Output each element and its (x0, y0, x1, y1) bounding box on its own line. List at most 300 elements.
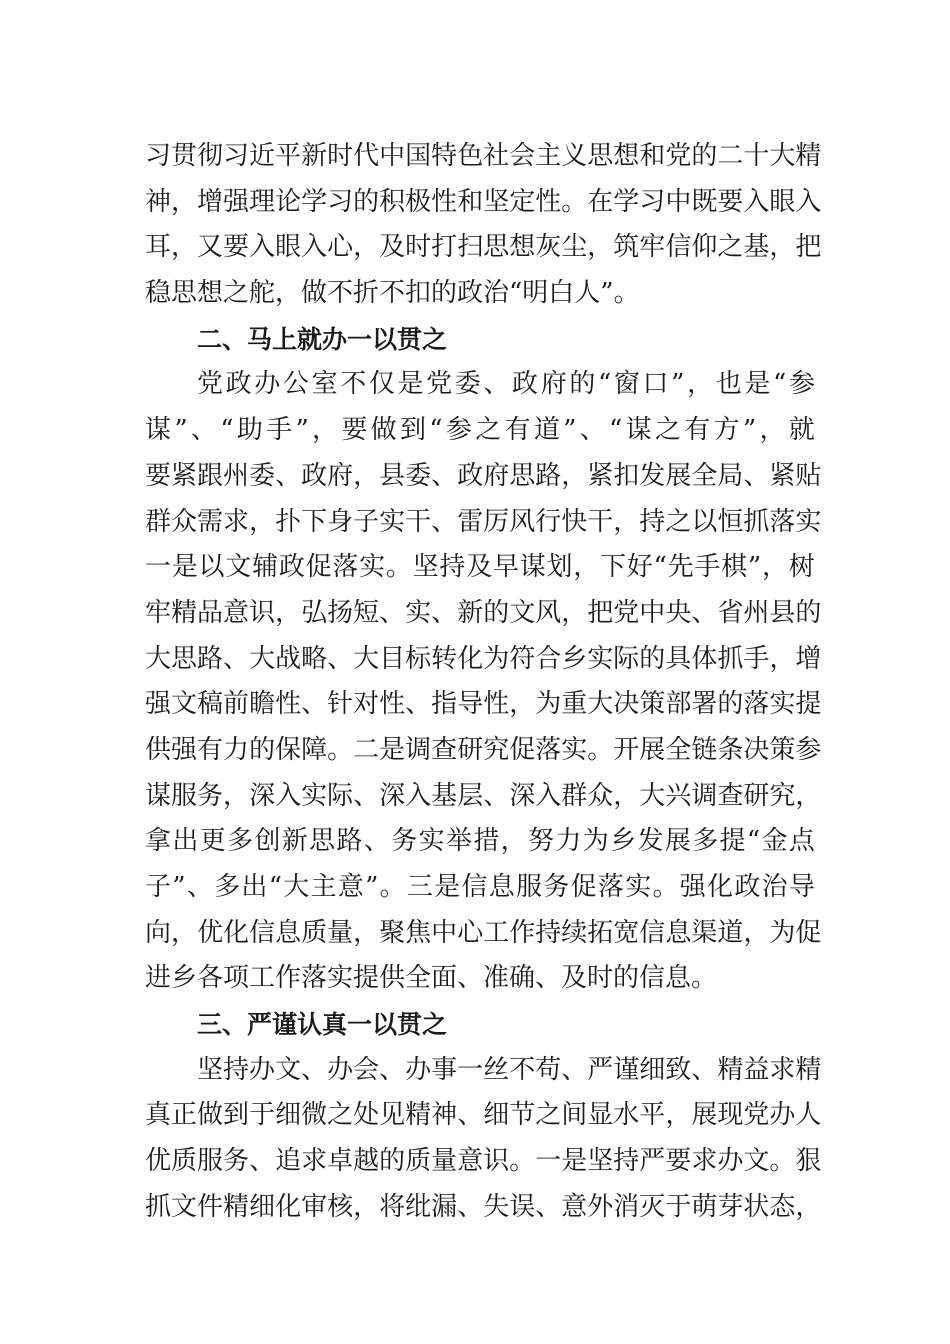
text-char: 、 (379, 1054, 406, 1085)
text-char: ” (742, 415, 757, 446)
text-char: “ (653, 552, 667, 583)
text-char: 究 (769, 780, 796, 811)
text-char: 是 (561, 1146, 588, 1177)
text-char: 拿 (145, 826, 172, 857)
text-char: 实 (379, 506, 406, 537)
text-char: 方 (713, 415, 740, 446)
text-char: 略 (301, 643, 328, 674)
text-char: 贯 (171, 141, 198, 171)
text-char: 意 (561, 1191, 588, 1222)
text-char: 先 (667, 552, 694, 583)
text-char: 代 (353, 141, 380, 171)
text-char: 眼 (275, 232, 302, 263)
text-char: 谋 (625, 415, 652, 446)
text-char: 风 (509, 506, 536, 537)
text-char: 平 (639, 1100, 666, 1131)
text-char: 习 (145, 141, 172, 171)
text-char: 、 (363, 826, 390, 857)
text-char: ， (561, 597, 588, 628)
text-char: 文 (225, 552, 252, 583)
text-char: 化 (275, 1191, 302, 1222)
text-char: 干 (587, 506, 614, 537)
text-char: 严 (639, 1146, 666, 1177)
text-char: 大 (353, 643, 380, 674)
text-char: 辅 (252, 552, 279, 583)
text-char: 大 (639, 780, 666, 811)
text-char: 精 (223, 1191, 250, 1222)
text-char: ， (769, 232, 796, 263)
text-char: ， (687, 369, 714, 400)
text-char: 之 (535, 1100, 562, 1131)
text-char: 精 (405, 1100, 432, 1131)
text-char: 性 (379, 689, 406, 720)
text-char: 党 (665, 141, 692, 171)
text-char: 决 (743, 734, 770, 765)
text-char: 正 (171, 1100, 198, 1131)
text-char: 前 (223, 689, 250, 720)
text-char: 增 (795, 643, 822, 674)
text-char: 把 (587, 597, 614, 628)
text-char: 一 (145, 552, 172, 583)
text-char: ， (171, 917, 198, 948)
text-char: 义 (561, 141, 588, 171)
text-char: 目 (379, 643, 406, 674)
text-char: 意 (337, 872, 364, 902)
text-char: 意 (457, 1146, 484, 1177)
text-char: 瞻 (249, 689, 276, 720)
text-char: 贴 (795, 460, 822, 491)
text-char: 中 (379, 141, 406, 171)
text-char: 神 (145, 186, 172, 217)
text-line (145, 225, 822, 271)
text-char: 务 (197, 780, 224, 811)
text-line (145, 728, 822, 774)
text-char: ， (795, 1191, 822, 1222)
text-char: 实 (359, 552, 386, 583)
text-char: 点 (788, 826, 815, 857)
text-char: 谋 (145, 415, 172, 446)
text-char: 促 (570, 872, 597, 902)
text-char: 细 (483, 1100, 510, 1131)
text-char: 政 (457, 460, 484, 491)
text-char: 质 (405, 1146, 432, 1177)
text-char: 心 (457, 917, 484, 948)
text-char: 到 (223, 1100, 250, 1131)
text-char: 持 (223, 1054, 250, 1085)
text-char: 强 (171, 734, 198, 765)
text-char: 不 (340, 369, 367, 400)
text-char: 厉 (483, 506, 510, 537)
text-char: 入 (301, 232, 328, 263)
text-char: 息 (488, 872, 515, 902)
text-char: 平 (275, 141, 302, 171)
text-char: 作 (509, 917, 536, 948)
text-char: 、 (353, 780, 380, 811)
text-char: 想 (613, 141, 640, 171)
text-char: 划 (546, 552, 573, 583)
text-char: 精 (795, 1054, 822, 1085)
text-line (145, 454, 822, 500)
text-char: 全 (691, 460, 718, 491)
text-char: 理 (249, 186, 276, 217)
text-char: 。 (561, 186, 588, 217)
text-char: 为 (535, 689, 562, 720)
text-char: 府 (327, 460, 354, 491)
text-char: ， (561, 460, 588, 491)
text-char: 室 (311, 369, 338, 400)
text-char: 息 (665, 917, 692, 948)
text-char: 的 (691, 141, 718, 171)
text-char: 委 (405, 460, 432, 491)
text-char: 办 (769, 1100, 796, 1131)
text-char: ， (275, 597, 302, 628)
text-char: 供 (145, 734, 172, 765)
text-char: 落 (597, 872, 624, 902)
text-char: 州 (223, 460, 250, 491)
text-char: 眼 (769, 186, 796, 217)
text-char: 创 (254, 826, 281, 857)
text-char: 灭 (639, 1191, 666, 1222)
text-char: 论 (275, 186, 302, 217)
text-char: 以 (691, 506, 718, 537)
text-char: 体 (691, 643, 718, 674)
text-char: 持 (535, 917, 562, 948)
text-char: 、 (483, 780, 510, 811)
text-char: ， (171, 232, 198, 263)
text-char: 渠 (691, 917, 718, 948)
text-char: 越 (353, 1146, 380, 1177)
text-line (145, 819, 815, 865)
text-char: 府 (483, 460, 510, 491)
text-char: 实 (587, 643, 614, 674)
text-char: 扑 (275, 506, 302, 537)
text-char: ” (747, 552, 762, 583)
text-char: 落 (769, 506, 796, 537)
text-char: ， (743, 917, 770, 948)
text-char: 、 (431, 506, 458, 537)
text-char: 化 (223, 917, 250, 948)
text-char: 聚 (379, 917, 406, 948)
text-char: 身 (327, 506, 354, 537)
text-char: 的 (379, 1146, 406, 1177)
text-char: 道 (717, 917, 744, 948)
text-char: 扣 (613, 460, 640, 491)
text-char: 合 (535, 643, 562, 674)
text-char: 近 (249, 141, 276, 171)
text-char: 棋 (721, 552, 748, 583)
text-char: 策 (639, 689, 666, 720)
text-char: 增 (197, 186, 224, 217)
text-char: 落 (535, 734, 562, 765)
text-char: 委 (454, 369, 481, 400)
text-char: 、 (431, 460, 458, 491)
text-char: 精 (171, 597, 198, 628)
text-char: 品 (197, 597, 224, 628)
text-char: 际 (613, 643, 640, 674)
text-char: 决 (613, 689, 640, 720)
text-line (145, 180, 822, 226)
text-char: 灰 (535, 232, 562, 263)
text-char: 恒 (717, 506, 744, 537)
text-char: 的 (569, 369, 596, 400)
text-char: 为 (582, 826, 609, 857)
text-line (145, 591, 822, 637)
text-char: 有 (197, 734, 224, 765)
text-char: 卓 (327, 1146, 354, 1177)
text-char: 向 (145, 917, 172, 948)
text-char: 追 (275, 1146, 302, 1177)
text-char: 实 (769, 689, 796, 720)
text-char: 国 (405, 141, 432, 171)
text-char: 处 (353, 1100, 380, 1131)
text-char: 量 (327, 917, 354, 948)
text-char: 路 (197, 643, 224, 674)
text-char: 查 (431, 734, 458, 765)
text-char: 务 (543, 872, 570, 902)
text-char: 党 (197, 369, 224, 400)
text-char: 基 (743, 232, 770, 263)
text-char: 坚 (197, 1054, 224, 1085)
text-char: 纰 (405, 1191, 432, 1222)
text-char: 、 (743, 460, 770, 491)
section-heading: 二、马上就办一以贯之 (197, 324, 448, 354)
text-char: 宽 (613, 917, 640, 948)
text-char: 想 (509, 232, 536, 263)
text-char: ” (671, 369, 685, 400)
text-char: 。 (379, 872, 406, 902)
text-char: 党 (743, 1100, 770, 1131)
text-char: ， (249, 506, 276, 537)
text-char: 息 (275, 917, 302, 948)
text-char: 狠 (795, 1146, 822, 1177)
text-char: 益 (743, 1054, 770, 1085)
text-char: 思 (509, 460, 536, 491)
text-char: 扬 (327, 597, 354, 628)
text-char: 和 (639, 141, 666, 171)
text-char: 、 (379, 597, 406, 628)
text-char: 政 (301, 460, 328, 491)
text-char: 促 (509, 734, 536, 765)
text-char: 要 (717, 186, 744, 217)
text-char: 局 (717, 460, 744, 491)
text-char: 央 (665, 597, 692, 628)
text-char: ， (759, 415, 786, 446)
text-char: 府 (540, 369, 567, 400)
text-char: 、 (301, 1054, 328, 1085)
text-char: 稿 (197, 689, 224, 720)
text-char: 手 (743, 643, 770, 674)
text-char: 十 (743, 141, 770, 171)
text-char: 多 (692, 826, 719, 857)
text-char: 的 (639, 643, 666, 674)
text-char: 道 (533, 415, 560, 446)
text-char: 识 (483, 1146, 510, 1177)
text-char: 会 (509, 141, 536, 171)
text-char: “ (597, 369, 612, 400)
text-char: 就 (788, 415, 815, 446)
text-char: 时 (327, 141, 354, 171)
text-char: 、 (457, 1191, 484, 1222)
text-char: 时 (405, 232, 432, 263)
text-char: 心 (327, 232, 354, 263)
text-char: 坚 (483, 186, 510, 217)
text-char: 要 (223, 232, 250, 263)
text-char: 有 (504, 415, 531, 446)
text-char: 质 (301, 917, 328, 948)
text-char: 强 (223, 186, 250, 217)
text-char: 群 (561, 780, 588, 811)
text-char: 条 (717, 734, 744, 765)
text-char: 树 (788, 552, 815, 583)
text-char: 坚 (412, 552, 439, 583)
text-char: 多 (227, 826, 254, 857)
text-char: ， (587, 232, 614, 263)
text-char: 、 (457, 1100, 484, 1131)
text-char: 打 (431, 232, 458, 263)
text-char: 政 (278, 552, 305, 583)
text-char: 也 (715, 369, 742, 400)
text-char: 将 (379, 1191, 406, 1222)
text-char: 见 (379, 1100, 406, 1131)
text-char: 口 (642, 369, 669, 400)
text-char: 中 (665, 186, 692, 217)
text-char: 习 (223, 141, 250, 171)
text-char: 强 (145, 689, 172, 720)
text-char: 办 (254, 369, 281, 400)
text-char: 。 (327, 734, 354, 765)
text-char: 努 (528, 826, 555, 857)
text-char: 乡 (610, 826, 637, 857)
text-char: 链 (691, 734, 718, 765)
text-char: 细 (249, 1191, 276, 1222)
text-line (145, 1139, 822, 1185)
text-char: ， (573, 552, 600, 583)
text-char: 、 (535, 1191, 562, 1222)
text-char: 彻 (197, 141, 224, 171)
text-char: 拓 (587, 917, 614, 948)
text-char: 实 (405, 597, 432, 628)
text-char: 促 (795, 917, 822, 948)
text-char: 策 (769, 734, 796, 765)
text-char: 的 (353, 186, 380, 217)
text-char: 落 (332, 552, 359, 583)
text-char: 符 (509, 643, 536, 674)
text-char: 委 (249, 460, 276, 491)
text-char: ， (353, 232, 380, 263)
text-char: 误 (509, 1191, 536, 1222)
text-char: 和 (457, 186, 484, 217)
text-line: 进乡各项工作落实提供全面、准确、及时的信息。 (145, 963, 718, 994)
text-char: 深 (379, 780, 406, 811)
text-char: 状 (743, 1191, 770, 1222)
text-char: 人 (795, 1100, 822, 1131)
text-char: 服 (516, 872, 543, 902)
text-char: 。 (509, 1146, 536, 1177)
text-char: “ (268, 872, 282, 902)
text-char: 务 (391, 826, 418, 857)
text-char: 性 (483, 689, 510, 720)
text-char: ” (295, 415, 309, 446)
text-char: 服 (197, 1146, 224, 1177)
text-char: 为 (483, 643, 510, 674)
text-char: 开 (613, 734, 640, 765)
text-line (145, 1185, 822, 1231)
text-char: 优 (197, 917, 224, 948)
text-line (145, 408, 815, 454)
text-char: 以 (198, 552, 225, 583)
text-char: 实 (301, 780, 328, 811)
text-char: 工 (483, 917, 510, 948)
text-char: 态 (769, 1191, 796, 1222)
text-char: 实 (561, 734, 588, 765)
text-char: 水 (613, 1100, 640, 1131)
text-char: 审 (301, 1191, 328, 1222)
text-char: 弘 (301, 597, 328, 628)
text-char: 是 (744, 369, 771, 400)
text-char: 、 (405, 689, 432, 720)
text-char: 筑 (613, 232, 640, 263)
text-char: 子 (145, 872, 172, 902)
text-char: 公 (282, 369, 309, 400)
text-char: 助 (236, 415, 263, 446)
text-char: 全 (665, 734, 692, 765)
text-char: 、 (691, 1054, 718, 1085)
text-char: 、 (275, 460, 302, 491)
text-char: 、 (190, 415, 217, 446)
text-char: 要 (665, 1146, 692, 1177)
text-char: 量 (431, 1146, 458, 1177)
text-char: 参 (445, 415, 472, 446)
text-char: 致 (665, 1054, 692, 1085)
text-char: 、 (483, 369, 510, 400)
text-char: 既 (691, 186, 718, 217)
text-char: 扫 (457, 232, 484, 263)
text-char: 展 (691, 1100, 718, 1131)
text-char: 失 (483, 1191, 510, 1222)
text-char: 究 (483, 734, 510, 765)
text-char: 真 (145, 1100, 172, 1131)
text-char: 治 (761, 872, 788, 902)
text-char: 针 (327, 689, 354, 720)
text-char: 坚 (587, 1146, 614, 1177)
text-char: “ (429, 415, 443, 446)
text-char: 细 (275, 1100, 302, 1131)
text-char: 对 (353, 689, 380, 720)
text-char: 力 (223, 734, 250, 765)
text-char: 落 (743, 689, 770, 720)
text-char: 短 (353, 597, 380, 628)
text-line (145, 774, 822, 820)
text-char: 牢 (639, 232, 666, 263)
text-char: 展 (665, 460, 692, 491)
text-char: 主 (535, 141, 562, 171)
text-char: 做 (197, 1100, 224, 1131)
text-char: 举 (445, 826, 472, 857)
text-char: 入 (405, 780, 432, 811)
text-char: ， (613, 780, 640, 811)
text-char: 州 (743, 597, 770, 628)
text-char: 重 (561, 689, 588, 720)
text-char: ， (509, 689, 536, 720)
text-char: 抓 (145, 1191, 172, 1222)
text-char: 大 (145, 643, 172, 674)
text-char: 、 (327, 643, 354, 674)
text-char: 要 (341, 415, 368, 446)
text-char: 不 (509, 1054, 536, 1085)
text-char: ， (761, 552, 788, 583)
text-char: 的 (795, 597, 822, 628)
text-char: 谋 (145, 780, 172, 811)
